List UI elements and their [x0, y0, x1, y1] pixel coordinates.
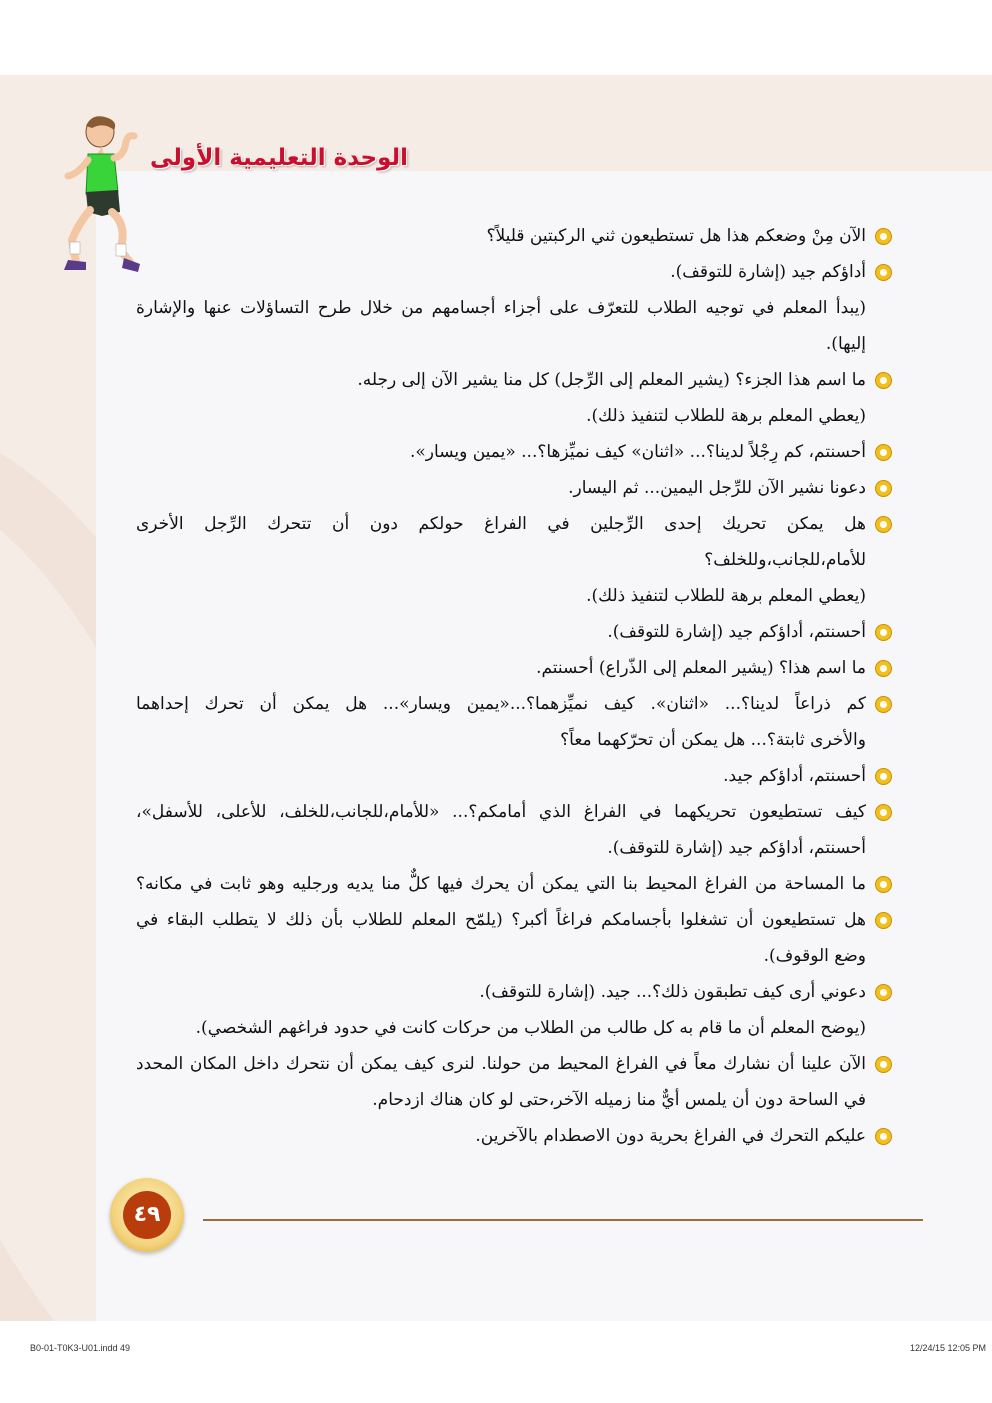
bullet-icon	[875, 1128, 892, 1145]
bullet-icon	[875, 696, 892, 713]
line-text: ما المساحة من الفراغ المحيط بنا التي يمكن أن يحرك فيها كلٌّ منا يديه ورجليه وهو ثابت في مكانه؟	[136, 874, 866, 894]
text-line	[136, 650, 866, 686]
text-line	[136, 1010, 866, 1046]
text-line	[136, 866, 866, 902]
text-line	[136, 1046, 866, 1082]
bullet-icon	[875, 804, 892, 821]
line-text: هل تستطيعون أن تشغلوا بأجسامكم فراغاً أكبر؟ (يلمّح المعلم للطلاب بأن ذلك لا يتطلب البقاء في	[136, 910, 866, 930]
print-timestamp: 12/24/15 12:05 PM	[909, 1343, 986, 1353]
line-text: كيف تستطيعون تحريكهما في الفراغ الذي أمامكم؟... «للأمام،للجانب،للخلف، للأعلى، للأسفل»،	[136, 802, 866, 822]
lesson-text	[136, 218, 866, 1154]
bullet-icon	[875, 444, 892, 461]
unit-title: الوحدة التعليمية الأولى	[150, 145, 409, 171]
page-number: ٤٩	[123, 1191, 171, 1239]
line-text: للأمام،للجانب،وللخلف؟	[704, 550, 866, 570]
line-text: دعونا نشير الآن للرِّجل اليمين... ثم اليسار.	[568, 478, 866, 498]
line-text: (يعطي المعلم برهة للطلاب لتنفيذ ذلك).	[586, 586, 866, 606]
line-text: وضع الوقوف).	[763, 946, 866, 966]
line-text: أحسنتم، أداؤكم جيد (إشارة للتوقف).	[607, 838, 866, 858]
text-line	[136, 506, 866, 542]
text-line	[136, 1082, 866, 1118]
bullet-icon	[875, 480, 892, 497]
line-text: ما اسم هذا؟ (يشير المعلم إلى الذّراع) أحسنتم.	[536, 658, 866, 678]
text-line	[136, 218, 866, 254]
footer-rule	[203, 1219, 923, 1221]
text-line	[136, 614, 866, 650]
text-line	[136, 938, 866, 974]
bullet-icon	[875, 1056, 892, 1073]
line-text: (يبدأ المعلم في توجيه الطلاب للتعرّف على أجزاء أجسامهم من خلال طرح التساؤلات عنها والإشارة	[136, 298, 866, 318]
text-line	[136, 722, 866, 758]
bullet-icon	[875, 372, 892, 389]
bullet-icon	[875, 912, 892, 929]
text-line	[136, 758, 866, 794]
text-line	[136, 830, 866, 866]
text-line	[136, 254, 866, 290]
text-line	[136, 974, 866, 1010]
line-text: في الساحة دون أن يلمس أيٌّ منا زميله الآخر،حتى لو كان هناك ازدحام.	[372, 1090, 866, 1110]
line-text: أحسنتم، كم رِجْلاً لدينا؟... «اثنان» كيف نميِّزها؟... «يمين ويسار».	[410, 442, 866, 462]
line-text: أحسنتم، أداؤكم جيد (إشارة للتوقف).	[607, 622, 866, 642]
bullet-icon	[875, 624, 892, 641]
text-line	[136, 794, 866, 830]
text-line	[136, 1118, 866, 1154]
line-text: والأخرى ثابتة؟... هل يمكن أن تحرّكهما معاً؟	[560, 730, 866, 750]
bullet-icon	[875, 768, 892, 785]
bullet-icon	[875, 264, 892, 281]
text-line	[136, 542, 866, 578]
bullet-icon	[875, 516, 892, 533]
bullet-icon	[875, 984, 892, 1001]
page-number-badge	[110, 1178, 184, 1252]
line-text: دعوني أرى كيف تطبقون ذلك؟... جيد. (إشارة للتوقف).	[479, 982, 866, 1002]
text-line	[136, 686, 866, 722]
text-line	[136, 326, 866, 362]
line-text: (يوضح المعلم أن ما قام به كل طالب من الطلاب من حركات كانت في حدود فراغهم الشخصي).	[195, 1018, 866, 1038]
text-line	[136, 434, 866, 470]
print-file-info: B0-01-T0K3-U01.indd 49	[30, 1343, 131, 1353]
text-line	[136, 398, 866, 434]
bullet-icon	[875, 876, 892, 893]
bullet-icon	[875, 228, 892, 245]
text-line	[136, 578, 866, 614]
bullet-icon	[875, 660, 892, 677]
line-text: أحسنتم، أداؤكم جيد.	[723, 766, 866, 786]
line-text: الآن مِنْ وضعكم هذا هل تستطيعون ثني الركبتين قليلاً؟	[486, 226, 866, 246]
line-text: إليها).	[825, 334, 866, 354]
line-text: أداؤكم جيد (إشارة للتوقف).	[670, 262, 866, 282]
text-line	[136, 290, 866, 326]
line-text: كم ذراعاً لدينا؟... «اثنان». كيف نميِّزهما؟...«يمين ويسار»... هل يمكن أن تحرك إحداهما	[136, 694, 866, 714]
line-text: عليكم التحرك في الفراغ بحرية دون الاصطدام بالآخرين.	[475, 1126, 866, 1146]
text-line	[136, 902, 866, 938]
text-line	[136, 470, 866, 506]
line-text: الآن علينا أن نشارك معاً في الفراغ المحيط من حولنا. لنرى كيف يمكن أن نتحرك داخل المكان المحدد	[136, 1054, 866, 1074]
line-text: هل يمكن تحريك إحدى الرِّجلين في الفراغ حولكم دون أن تتحرك الرِّجل الأخرى	[136, 514, 866, 534]
line-text: ما اسم هذا الجزء؟ (يشير المعلم إلى الرِّجل) كل منا يشير الآن إلى رجله.	[357, 370, 866, 390]
text-line	[136, 362, 866, 398]
line-text: (يعطي المعلم برهة للطلاب لتنفيذ ذلك).	[586, 406, 866, 426]
